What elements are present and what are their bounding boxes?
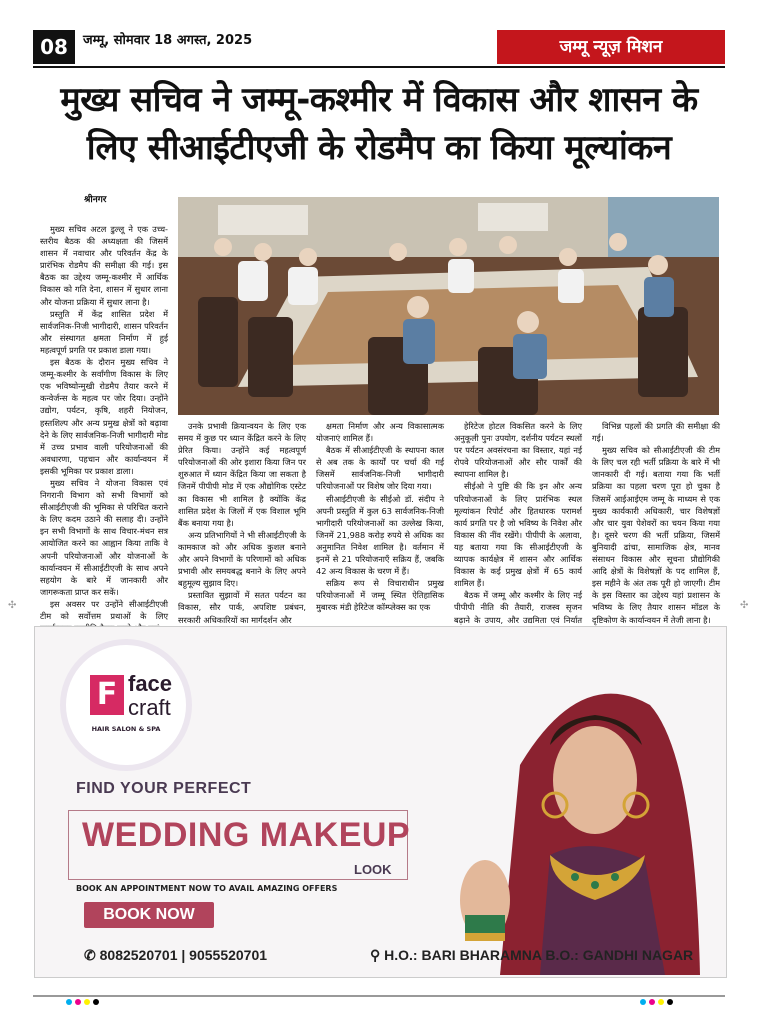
paragraph: प्रस्तावित सुझावों में सतत पर्यटन का विकास, सौर पार्क, अपशिष्ट प्रबंधन, सरकारी अधिकारियों का मार्गदर्शन और [178,590,306,625]
headline [30,76,728,172]
page-header [33,30,725,64]
paragraph: सक्रिय रूप से विचाराधीन प्रमुख परियोजनाओं में जम्मू स्थित ऐतिहासिक मुबारक मंडी हेरिटेज कॉम्प्लेक्स का एक [316,578,444,613]
black-dot [93,999,99,1005]
magenta-dot [649,999,655,1005]
cyan-dot [66,999,72,1005]
registration-dots-left [66,990,102,1000]
headline-line-2: लिए सीआईटीएजी के रोडमैप का किया मूल्यांकन [86,128,672,168]
ad-wedding-text: WEDDING MAKEUP [82,816,411,854]
paragraph: इस बैठक के दौरान मुख्य सचिव ने जम्मू-कश्मीर के सर्वांगीण विकास के लिए एक भविष्योन्मुखी रोडमैप तैयार करने में कन्वेर्जन्स के महत्व पर जोर दिया। उन्होंने उद्योग, पर्यटन, कृषि, शहरी नियोजन, हस्तशिल्प और अन्य प्रमुख क्षेत्रों को बढ़ावा देने के लिए सार्वजनिक-निजी भागीदारी मोड में उच्च प्रभाव वाली परियोजनाओं की अवधारणा, पहचान और कार्यान्वयन में इसकी भूमिका पर प्रकाश डाला। [40,357,168,476]
paragraph: सीईओ ने पुष्टि की कि इन और अन्य परियोजनाओं के लिए प्रारंभिक स्थल मूल्यांकन रिपोर्ट और हितधारक परामर्श कार्य प्रगति पर है जो भविष्य के निवेश और विकास की नींव रखेंगे। पीपीपी के अलावा, यह बताया गया कि सीआईटीएजी के व्यापक कार्यक्षेत्र में शासन और आर्थिक विकास के कई प्रमुख क्षेत्रों में 65 कार्य शामिल हैं। [454,481,582,589]
footer-rule [33,995,725,997]
paragraph: क्षमता निर्माण और अन्य विकासात्मक योजनाएं शामिल हैं। [316,421,444,444]
logo-subtitle: HAIR SALON & SPA [91,725,161,733]
article-column-3 [316,420,444,613]
article-column-4 [454,420,582,625]
ad-look-text: LOOK [350,862,396,877]
paragraph: मुख्य सचिव ने योजना विकास एवं निगरानी विभाग को सभी विभागों को सीआईटीएजी की भूमिका से परिचित कराने के लिए कदम उठाने की सलाह दी। उन्होंने इन सभी विभागों के साथ विचार-मंथन सत्र आयोजित करने का आह्वान किया ताकि वे अपनी परियोजनाओं और योजनाओं के कार्यान्वयन में सीआईटीएजी के साथ अपने सहयोग के बारे में जानकारी और जागरूकता प्राप्त कर सकें। [40,477,168,597]
masthead: जम्मू न्यूज़ मिशन [497,30,725,64]
paragraph: प्रस्तुति में केंद्र शासित प्रदेश में सार्वजनिक-निजी भागीदारी, शासन परिवर्तन और संस्थागत क्षमता निर्माण में हुई महत्वपूर्ण प्रगति पर प्रकाश डाला गया। [40,308,168,355]
paragraph: इस अवसर पर उन्होंने सीआईटीएजी टीम को सर्वोत्तम प्रथाओं के लिए [40,598,168,621]
issue-date: जम्मू, सोमवार 18 अगस्त, 2025 [83,33,253,48]
paragraph: हेरिटेज होटल विकसित करने के लिए अनुकूली पुनः उपयोग, दर्शनीय पर्यटन स्थलों पर पर्यटन अवसंरचना का विस्तार, यहां नई रोपवे परियोजनाओं और सौर पार्कों की स्थापना शामिल है। [454,421,582,480]
magenta-dot [75,999,81,1005]
meeting-photo-illustration [178,197,719,415]
face-craft-logo [66,645,186,765]
registration-dots-right [640,990,676,1000]
headline-line-1: मुख्य सचिव ने जम्मू-कश्मीर में विकास और शासन के [60,80,698,120]
yellow-dot [658,999,664,1005]
ad-phone[interactable]: ✆ 8082520701 | 9055520701 [84,947,268,963]
book-now-button[interactable]: BOOK NOW [84,902,214,928]
ad-appointment-text: BOOK AN APPOINTMENT NOW TO AVAIL AMAZING OFFERS [76,884,338,893]
paragraph: मुख्य सचिव अटल डुल्लू ने एक उच्च-स्तरीय बैठक की अध्यक्षता की जिसमें शासन में नवाचार और परिवर्तन केंद्र के प्रारंभिक रोडमैप की समीक्षा की गई। इस बैठक का उद्देश्य जम्मू-कश्मीर में आर्थिक विकास को गति देना, शासन में सुधार लाना और योजना प्रक्रिया में सुधार लाना है। [40,224,168,307]
yellow-dot [84,999,90,1005]
ad-contact-bar [34,944,725,966]
paragraph: अन्य प्रतिभागियों ने भी सीआईटीएजी के कामकाज को और अधिक कुशल बनाने और अपने विभागों के परिणामों को अधिक प्रभावी और समयबद्ध बनाने के लिए अपने बहुमूल्य सुझाव दिए। [178,529,306,589]
meeting-photo [178,197,719,415]
registration-mark: ✣ [8,600,17,611]
paragraph: उनके प्रभावी क्रियान्वयन के लिए एक समय में कुछ पर ध्यान केंद्रित करने के लिए प्रेरित किया। उन्होंने कई महत्वपूर्ण परियोजनाओं की ओर इशारा किया जिन पर शुरुआत में ध्यान केंद्रित किया जा सकता है जिनमें पीपीपी मोड में एक औद्योगिक एस्टेट का विकास भी शामिल है क्योंकि केंद्र शासित प्रदेश के जिलों में एक विशाल भूमि बैंक बनाया गया है। [178,421,306,528]
article-column-1 [40,223,168,621]
article-column-5 [592,420,720,625]
bride-model-image [430,645,725,975]
ad-address: ⚲ H.O.: BARI BHARAMNA B.O.: GANDHI NAGAR [370,947,694,963]
paragraph: बैठक में सीआईटीएजी के स्थापना काल से अब तक के कार्यों पर चर्चा की गई जिसमें सार्वजनिक-निजी भागीदारी परियोजनाओं पर विशेष जोर दिया गया। [316,445,444,492]
logo-craft-text: craft [128,695,171,720]
header-rule [33,66,725,68]
article-column-2 [178,420,306,625]
paragraph: बैठक में जम्मू और कश्मीर के लिए नई पीपीपी नीति की तैयारी, राजस्व सृजन बढ़ाने के उपाय, और उद्यमिता एवं निर्यात [454,590,582,625]
paragraph: विभिन्न पहलों की प्रगति की समीक्षा की गई। [592,421,720,444]
logo-letter: F [90,675,124,715]
paragraph: सीआईटीएजी के सीईओ डॉ. संदीप ने अपनी प्रस्तुति में कुल 63 सार्वजनिक-निजी भागीदारी परियोजनाओं का उल्लेख किया, जिनमें 21,988 करोड़ रुपये से अधिक का अनुमानित निवेश शामिल है। वर्तमान में इनमें से 21 परियोजनाएँ सक्रिय हैं, जबकि 42 अन्य विकास के चरण में हैं। [316,493,444,577]
black-dot [667,999,673,1005]
registration-mark: ✣ [740,600,749,611]
paragraph: मुख्य सचिव को सीआईटीएजी की टीम के लिए चल रही भर्ती प्रक्रिया के बारे में भी जानकारी दी गई। बताया गया कि भर्ती प्रक्रिया का पहला चरण पूरा हो चुका है जिसमें आईआईएम जम्मू के माध्यम से एक मुख्य कार्यकारी अधिकारी, चार विशेषज्ञों और चार युवा पेशेवरों का चयन किया गया है। दूसरे चरण की भर्ती प्रक्रिया, जिसमें बुनियादी ढांचा, सामाजिक क्षेत्र, मानव संसाधन विकास और सूचना प्रौद्योगिकी आदि क्षेत्रों के विशेषज्ञों के पद शामिल हैं, इस महीने के अंत तक पूरी हो जाएगी। टीम के इस विस्तार का उद्देश्य यहां प्रशासन के भविष्य के लिए तैयार शासन मॉडल के दृष्टिकोण के कार्यान्वयन में तेजी लाना है। [592,445,720,625]
page-number: 08 [33,30,75,64]
bride-illustration [430,645,725,975]
ad-find-text: FIND YOUR PERFECT [76,780,252,797]
byline: श्रीनगर [84,195,107,205]
cyan-dot [640,999,646,1005]
logo-face-text: face [128,671,173,696]
